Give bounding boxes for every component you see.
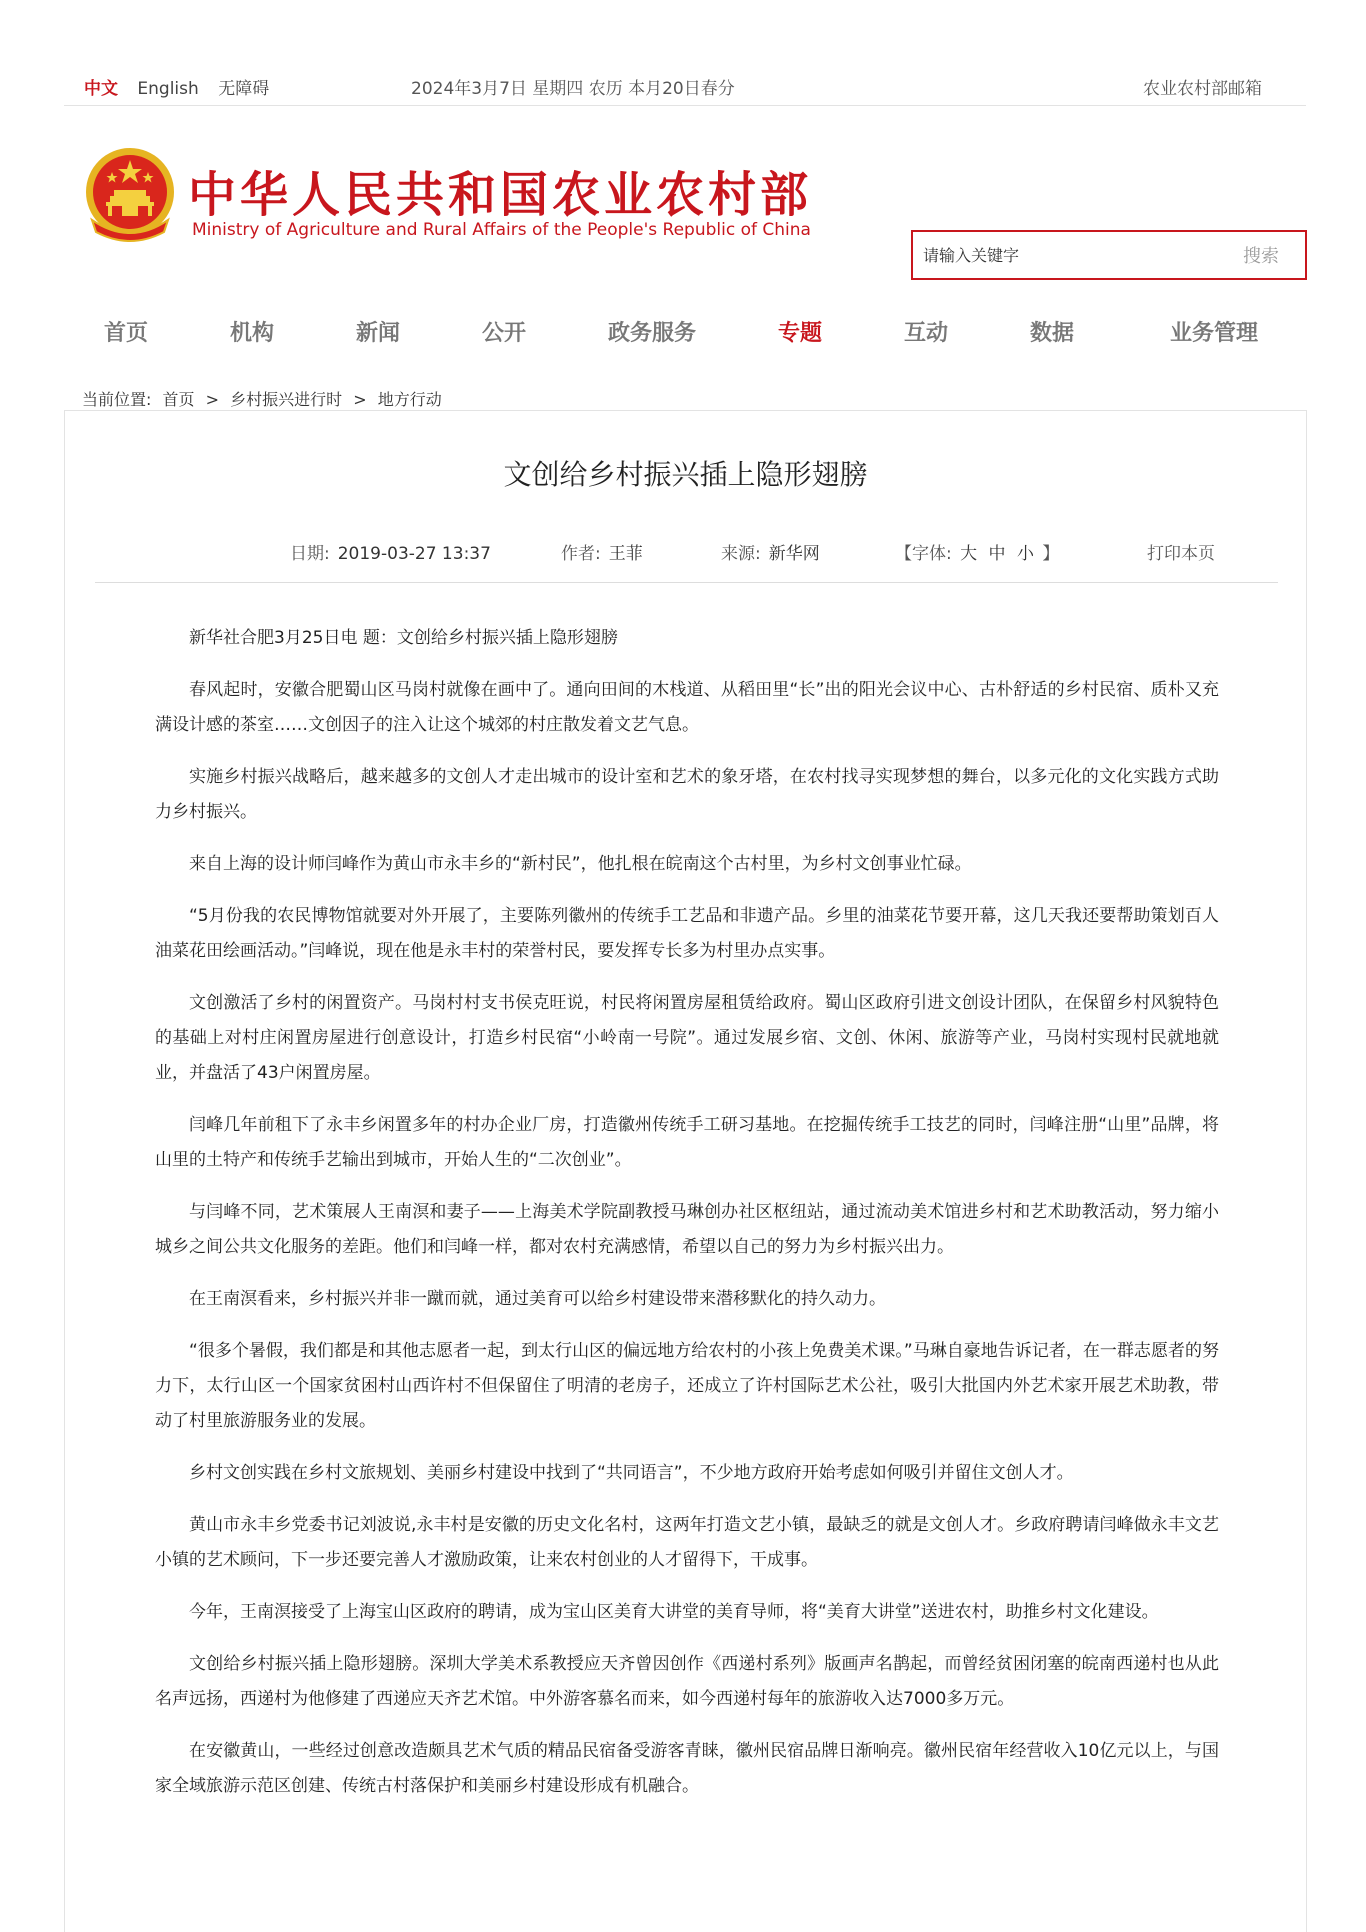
article-paragraph: “5月份我的农民博物馆就要对外开展了，主要陈列徽州的传统手工艺品和非遗产品。乡里的油菜花节要开幕，这几天我还要帮助策划百人油菜花田绘画活动。”闫峰说，现在他是永丰村的荣誉村民，要发挥专长多为村里办点实事。: [155, 906, 1219, 961]
nav-item-public[interactable]: 公开: [482, 321, 527, 346]
article-body: [155, 621, 1219, 1821]
font-size-label: 【字体:: [895, 544, 952, 564]
top-utility-bar: [64, 62, 1306, 106]
site-header: [64, 106, 1306, 296]
breadcrumb-separator: >: [353, 390, 367, 409]
national-emblem-icon[interactable]: [82, 146, 178, 246]
article-paragraph: “很多个暑假，我们都是和其他志愿者一起，到太行山区的偏远地方给农村的小孩上免费美术课。”马琳自豪地告诉记者，在一群志愿者的努力下，太行山区一个国家贫困村山西许村不但保留住了明清的老房子，还成立了许村国际艺术公社，吸引大批国内外艺术家开展艺术助教，带动了村里旅游服务业的发展。: [155, 1341, 1219, 1431]
nav-item-services[interactable]: 政务服务: [608, 321, 697, 346]
meta-author-label: 作者:: [561, 544, 601, 564]
breadcrumb-prefix: 当前位置:: [82, 390, 152, 409]
article-paragraph: 新华社合肥3月25日电 题：文创给乡村振兴插上隐形翅膀: [189, 628, 618, 648]
article-paragraph: 春风起时，安徽合肥蜀山区马岗村就像在画中了。通向田间的木栈道、从稻田里“长”出的阳光会议中心、古朴舒适的乡村民宿、质朴又充满设计感的茶室……文创因子的注入让这个城郊的村庄散发着文艺气息。: [155, 680, 1219, 735]
font-size-control: [895, 539, 1059, 564]
nav-item-interaction[interactable]: 互动: [904, 321, 949, 346]
current-date: 2024年3月7日 星期四 农历 本月20日春分: [411, 79, 735, 99]
article-paragraph: 今年，王南溟接受了上海宝山区政府的聘请，成为宝山区美育大讲堂的美育导师，将“美育大讲堂”送进农村，助推乡村文化建设。: [189, 1602, 1159, 1622]
meta-source: [721, 539, 820, 564]
article-paragraph: 实施乡村振兴战略后，越来越多的文创人才走出城市的设计室和艺术的象牙塔，在农村找寻实现梦想的舞台，以多元化的文化实践方式助力乡村振兴。: [155, 767, 1219, 822]
font-small-button[interactable]: 小: [1016, 544, 1034, 564]
nav-item-business[interactable]: 业务管理: [1170, 321, 1259, 346]
lang-zh-link[interactable]: 中文: [84, 79, 118, 99]
meta-source-label: 来源:: [721, 544, 761, 564]
mail-link[interactable]: 农业农村部邮箱: [1143, 79, 1262, 99]
meta-author-value: 王菲: [608, 544, 643, 564]
font-size-close: 】: [1042, 544, 1060, 564]
search-box: [911, 230, 1307, 280]
breadcrumb: [82, 387, 448, 410]
nav-item-data[interactable]: 数据: [1030, 321, 1075, 346]
article-paragraph: 乡村文创实践在乡村文旅规划、美丽乡村建设中找到了“共同语言”，不少地方政府开始考虑如何吸引并留住文创人才。: [189, 1463, 1074, 1483]
meta-author: [561, 539, 643, 564]
print-button[interactable]: 打印本页: [1147, 544, 1215, 564]
lang-en-link[interactable]: English: [137, 79, 199, 99]
article-paragraph: 文创激活了乡村的闲置资产。马岗村村支书侯克旺说，村民将闲置房屋租赁给政府。蜀山区政府引进文创设计团队，在保留乡村风貌特色的基础上对村庄闲置房屋进行创意设计，打造乡村民宿“小岭南一号院”。通过发展乡宿、文创、休闲、旅游等产业，马岗村实现村民就地就业，并盘活了43户闲置房屋。: [155, 993, 1219, 1083]
article-paragraph: 在王南溟看来，乡村振兴并非一蹴而就，通过美育可以给乡村建设带来潜移默化的持久动力。: [189, 1289, 886, 1309]
font-large-button[interactable]: 大: [960, 544, 978, 564]
article-paragraph: 文创给乡村振兴插上隐形翅膀。深圳大学美术系教授应天齐曾因创作《西递村系列》版画声名鹊起，而曾经贫困闭塞的皖南西递村也从此名声远扬，西递村为他修建了西递应天齐艺术馆。中外游客慕名而来，如今西递村每年的旅游收入达7000多万元。: [155, 1654, 1219, 1709]
article-title: 文创给乡村振兴插上隐形翅膀: [503, 458, 868, 491]
language-switcher: [84, 74, 283, 99]
site-subtitle: Ministry of Agriculture and Rural Affairs of the People's Republic of China: [192, 220, 811, 240]
nav-item-organization[interactable]: 机构: [230, 321, 275, 346]
accessibility-link[interactable]: 无障碍: [218, 79, 270, 99]
breadcrumb-separator: >: [205, 390, 220, 409]
article-paragraph: 黄山市永丰乡党委书记刘波说,永丰村是安徽的历史文化名村，这两年打造文艺小镇，最缺乏的就是文创人才。乡政府聘请闫峰做永丰文艺小镇的艺术顾问，下一步还要完善人才激励政策，让来农村创业的人才留得下，干成事。: [155, 1515, 1219, 1570]
site-title[interactable]: 中华人民共和国农业农村部: [188, 167, 813, 223]
search-button[interactable]: 搜索: [1243, 246, 1279, 267]
article-meta: [95, 539, 1278, 583]
meta-date-value: 2019-03-27 13:37: [337, 544, 491, 564]
nav-item-topics[interactable]: 专题: [778, 321, 823, 346]
article-paragraph: 来自上海的设计师闫峰作为黄山市永丰乡的“新村民”，他扎根在皖南这个古村里，为乡村文创事业忙碌。: [189, 854, 972, 874]
font-medium-button[interactable]: 中: [988, 544, 1006, 564]
meta-source-value: 新华网: [768, 544, 820, 564]
article-paragraph: 闫峰几年前租下了永丰乡闲置多年的村办企业厂房，打造徽州传统手工研习基地。在挖掘传统手工技艺的同时，闫峰注册“山里”品牌，将山里的土特产和传统手艺输出到城市，开始人生的“二次创业”。: [155, 1115, 1219, 1170]
breadcrumb-level1[interactable]: 乡村振兴进行时: [230, 390, 343, 409]
breadcrumb-home[interactable]: 首页: [162, 390, 195, 409]
nav-item-home[interactable]: 首页: [104, 321, 149, 346]
article-paragraph: 在安徽黄山，一些经过创意改造颇具艺术气质的精品民宿备受游客青睐，徽州民宿品牌日渐响亮。徽州民宿年经营收入10亿元以上，与国家全域旅游示范区创建、传统古村落保护和美丽乡村建设形成有机融合。: [155, 1741, 1219, 1796]
article-container: [64, 410, 1307, 1932]
meta-date-label: 日期:: [290, 544, 330, 564]
nav-item-news[interactable]: 新闻: [356, 321, 401, 346]
article-paragraph: 与闫峰不同，艺术策展人王南溟和妻子——上海美术学院副教授马琳创办社区枢纽站，通过流动美术馆进乡村和艺术助教活动，努力缩小城乡之间公共文化服务的差距。他们和闫峰一样，都对农村充满感情，希望以自己的努力为乡村振兴出力。: [155, 1202, 1219, 1257]
main-nav: [64, 316, 1306, 360]
meta-date: [290, 539, 491, 564]
breadcrumb-level2[interactable]: 地方行动: [377, 390, 442, 409]
search-input[interactable]: [923, 242, 1223, 268]
